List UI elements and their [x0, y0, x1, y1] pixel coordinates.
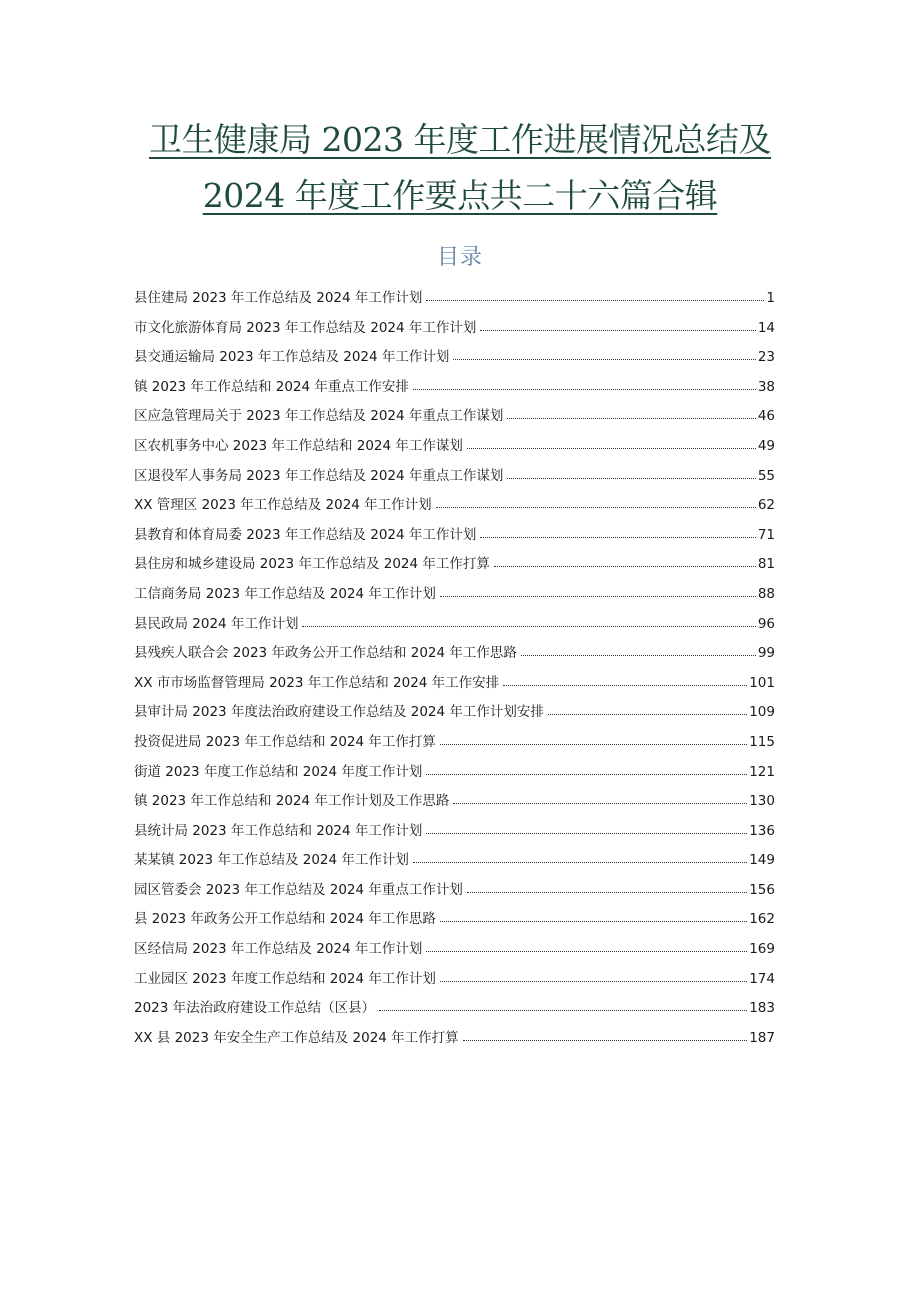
toc-entry-title: 县 2023 年政务公开工作总结和 2024 年工作思路 [134, 911, 436, 928]
dot-leader [521, 643, 756, 657]
dot-leader [480, 525, 755, 539]
toc-entry[interactable] [134, 344, 775, 374]
toc-entry[interactable] [134, 995, 775, 1025]
toc-entry[interactable] [134, 581, 775, 611]
toc-entry[interactable] [134, 788, 775, 818]
title-line-2 [0, 168, 920, 224]
toc-entry-title: 2023 年法治政府建设工作总结（区县） [134, 1000, 376, 1017]
toc-entry-title: 园区管委会 2023 年工作总结及 2024 年重点工作计划 [134, 881, 463, 898]
toc-entry[interactable] [134, 611, 775, 641]
dot-leader [440, 969, 747, 983]
toc-entry[interactable] [134, 522, 775, 552]
toc-entry[interactable] [134, 285, 775, 315]
title-line-1-text: 卫生健康局 2023 年度工作进展情况总结及 [149, 120, 771, 159]
toc-entry-page-number: 46 [757, 408, 775, 425]
dot-leader [440, 584, 756, 598]
toc-entry[interactable] [134, 847, 775, 877]
title-line-2-text: 2024 年度工作要点共二十六篇合辑 [202, 176, 718, 215]
title-line-1 [0, 112, 920, 168]
toc-entry-page-number: 23 [757, 349, 775, 366]
toc-entry-page-number: 130 [749, 793, 775, 810]
dot-leader [463, 1028, 748, 1042]
dot-leader [426, 288, 764, 302]
toc-entry[interactable] [134, 759, 775, 789]
toc-entry-title: 县残疾人联合会 2023 年政务公开工作总结和 2024 年工作思路 [134, 645, 517, 662]
toc-entry-title: 县住房和城乡建设局 2023 年工作总结及 2024 年工作打算 [134, 556, 490, 573]
toc-entry[interactable] [134, 936, 775, 966]
dot-leader [440, 909, 747, 923]
toc-entry[interactable] [134, 877, 775, 907]
toc-entry-page-number: 162 [749, 911, 775, 928]
dot-leader [426, 762, 747, 776]
toc-entry-page-number: 136 [749, 822, 775, 839]
toc-entry-page-number: 101 [749, 674, 775, 691]
toc-entry-title: 街道 2023 年度工作总结和 2024 年度工作计划 [134, 763, 423, 780]
toc-entry-page-number: 88 [757, 585, 775, 602]
dot-leader [440, 732, 747, 746]
toc-entry-page-number: 174 [749, 970, 775, 987]
toc-entry[interactable] [134, 1025, 775, 1055]
toc-entry-title: 区农机事务中心 2023 年工作总结和 2024 年工作谋划 [134, 437, 463, 454]
toc-entry-title: 工业园区 2023 年度工作总结和 2024 年工作计划 [134, 970, 436, 987]
toc-entry-page-number: 115 [749, 733, 775, 750]
toc-entry-title: 县住建局 2023 年工作总结及 2024 年工作计划 [134, 290, 423, 306]
toc-entry-title: 县民政局 2024 年工作计划 [134, 615, 299, 632]
toc-entry-page-number: 183 [749, 1000, 775, 1017]
toc-entry[interactable] [134, 966, 775, 996]
toc-entry-title: 某某镇 2023 年工作总结及 2024 年工作计划 [134, 852, 409, 869]
dot-leader [507, 466, 755, 480]
dot-leader [436, 495, 756, 509]
toc-entry[interactable] [134, 315, 775, 345]
table-of-contents [134, 285, 775, 1054]
dot-leader [507, 406, 755, 420]
toc-entry-title: 区退役军人事务局 2023 年工作总结及 2024 年重点工作谋划 [134, 467, 504, 484]
dot-leader [426, 821, 747, 835]
toc-entry-title: XX 管理区 2023 年工作总结及 2024 年工作计划 [134, 497, 432, 514]
toc-entry-page-number: 96 [757, 615, 775, 632]
toc-entry-title: 县交通运输局 2023 年工作总结及 2024 年工作计划 [134, 349, 450, 366]
toc-entry-title: 县统计局 2023 年工作总结和 2024 年工作计划 [134, 822, 423, 839]
toc-entry-page-number: 62 [757, 497, 775, 514]
toc-entry[interactable] [134, 670, 775, 700]
toc-entry-title: 区经信局 2023 年工作总结及 2024 年工作计划 [134, 941, 423, 958]
dot-leader [453, 347, 755, 361]
toc-entry-title: XX 市市场监督管理局 2023 年工作总结和 2024 年工作安排 [134, 674, 500, 691]
toc-entry-page-number: 187 [749, 1029, 775, 1046]
toc-entry-title: 市文化旅游体育局 2023 年工作总结及 2024 年工作计划 [134, 319, 477, 336]
toc-entry[interactable] [134, 433, 775, 463]
dot-leader [413, 850, 747, 864]
dot-leader [426, 939, 747, 953]
toc-entry[interactable] [134, 818, 775, 848]
toc-entry-page-number: 1 [766, 290, 775, 306]
toc-entry-page-number: 71 [757, 526, 775, 543]
dot-leader [467, 880, 747, 894]
toc-entry-page-number: 99 [757, 645, 775, 662]
toc-entry-title: XX 县 2023 年安全生产工作总结及 2024 年工作打算 [134, 1029, 459, 1046]
toc-entry-page-number: 55 [757, 467, 775, 484]
toc-entry-page-number: 156 [749, 881, 775, 898]
toc-entry[interactable] [134, 463, 775, 493]
dot-leader [494, 554, 756, 568]
toc-entry[interactable] [134, 906, 775, 936]
toc-entry-page-number: 121 [749, 763, 775, 780]
dot-leader [379, 998, 747, 1012]
dot-leader [503, 673, 747, 687]
toc-entry[interactable] [134, 640, 775, 670]
toc-entry-title: 镇 2023 年工作总结和 2024 年工作计划及工作思路 [134, 793, 450, 810]
toc-entry[interactable] [134, 551, 775, 581]
toc-entry[interactable] [134, 374, 775, 404]
toc-entry-title: 工信商务局 2023 年工作总结及 2024 年工作计划 [134, 585, 436, 602]
toc-entry-page-number: 169 [749, 941, 775, 958]
toc-entry-title: 镇 2023 年工作总结和 2024 年重点工作安排 [134, 378, 409, 395]
dot-leader [467, 436, 756, 450]
toc-entry-page-number: 149 [749, 852, 775, 869]
dot-leader [548, 702, 747, 716]
toc-entry-title: 县教育和体育局委 2023 年工作总结及 2024 年工作计划 [134, 526, 477, 543]
toc-entry-page-number: 109 [749, 704, 775, 721]
document-title [0, 112, 920, 224]
toc-entry-title: 投资促进局 2023 年工作总结和 2024 年工作打算 [134, 733, 436, 750]
dot-leader [413, 377, 756, 391]
dot-leader [480, 318, 755, 332]
toc-heading: 目录 [436, 245, 483, 270]
toc-entry-page-number: 38 [757, 378, 775, 395]
toc-entry-page-number: 81 [757, 556, 775, 573]
dot-leader [302, 614, 755, 628]
toc-entry[interactable] [134, 729, 775, 759]
toc-entry-page-number: 49 [757, 437, 775, 454]
toc-entry-title: 区应急管理局关于 2023 年工作总结及 2024 年重点工作谋划 [134, 408, 504, 425]
toc-entry[interactable] [134, 492, 775, 522]
toc-entry-page-number: 14 [757, 319, 775, 336]
toc-entry[interactable] [134, 699, 775, 729]
dot-leader [453, 791, 747, 805]
toc-entry-title: 县审计局 2023 年度法治政府建设工作总结及 2024 年工作计划安排 [134, 704, 544, 721]
toc-entry[interactable] [134, 403, 775, 433]
